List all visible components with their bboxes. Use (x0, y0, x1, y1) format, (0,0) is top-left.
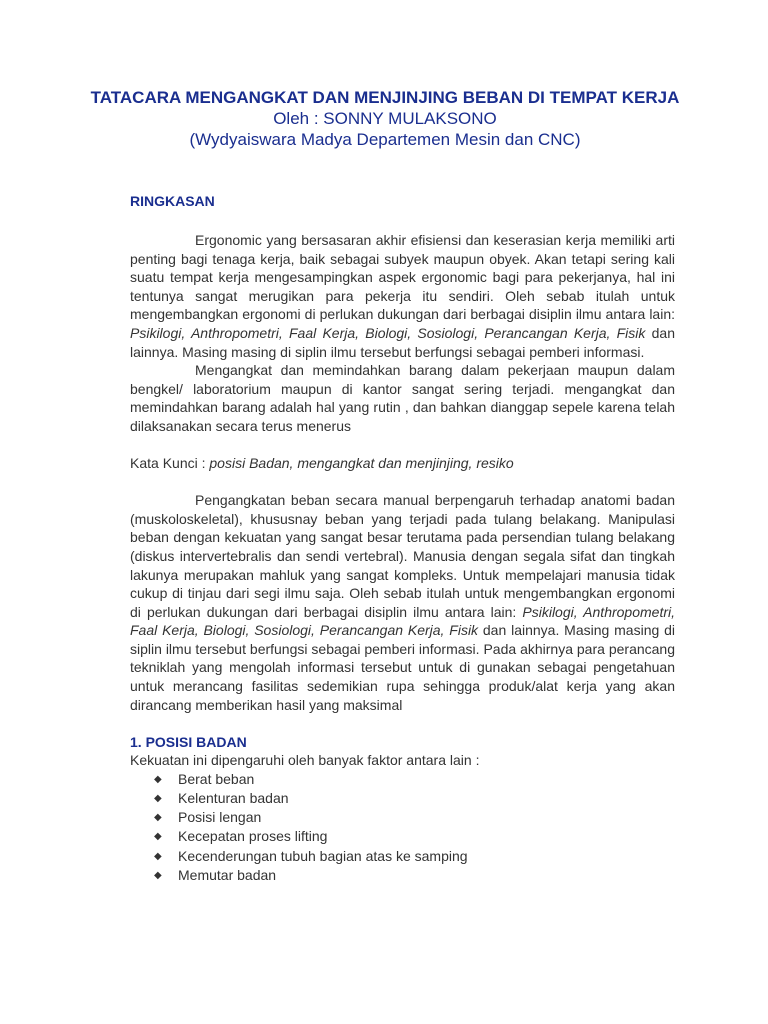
document-title: TATACARA MENGANGKAT DAN MENJINJING BEBAN DI TEMPAT KERJA (90, 88, 680, 107)
list-item (130, 770, 675, 789)
list-item-text: Kecepatan proses lifting (178, 828, 328, 845)
summary-heading: RINGKASAN (130, 193, 215, 209)
list-item-text: Berat beban (178, 770, 255, 787)
keywords-label: Kata Kunci : (130, 454, 210, 471)
intro-paragraph-tail: dan lainnya. Masing masing di siplin ilmu tersebut berfungsi sebagai pemberi informasi. Pada akhirnya para perancang tekniklah yang mengolah informasi tersebut untuk di gunakan sebagai pengetahuan untuk merancang fasilitas sedemikian rupa sehingga produk/alat kerja yang akan dirancang memberikan hasil yang maksimal (130, 622, 675, 713)
list-item-text: Memutar badan (178, 866, 277, 883)
summary-paragraph-1-disciplines: Psikilogi, Anthropometri, Faal Kerja, Biologi, Sosiologi, Perancangan Kerja, Fisik (130, 324, 646, 341)
intro-paragraph-disciplines: Psikilogi, Anthropometri, Faal Kerja, Biologi, Sosiologi, Perancangan Kerja, Fisik (130, 603, 675, 639)
list-item (130, 827, 675, 846)
diamond-bullet-icon: ◆ (154, 793, 162, 805)
diamond-bullet-icon: ◆ (154, 812, 162, 824)
keywords-value: posisi Badan, mengangkat dan menjinjing, resiko (209, 454, 514, 471)
section-1-lead: Kekuatan ini dipengaruhi oleh banyak faktor antara lain : (130, 752, 480, 769)
diamond-bullet-icon: ◆ (154, 773, 162, 785)
factor-list (130, 770, 675, 885)
list-item (130, 866, 675, 885)
section-1-heading: 1. POSISI BADAN (130, 734, 247, 751)
list-item-text: Kecenderungan tubuh bagian atas ke samping (178, 847, 468, 864)
list-item (130, 789, 675, 808)
list-item-text: Posisi lengan (178, 809, 262, 826)
intro-paragraph (130, 491, 675, 714)
document-body (130, 192, 675, 885)
title-block (90, 88, 680, 150)
diamond-bullet-icon: ◆ (154, 869, 162, 881)
list-item (130, 808, 675, 827)
summary-paragraph-1-text: Ergonomic yang bersasaran akhir efisiensi dan keserasian kerja memiliki arti penting bagi tenaga kerja, baik sebagai subyek maupun obyek. Akan tetapi sering kali suatu tempat kerja mengesampingkan aspek ergonomic bagi para pekerjanya, hal ini tentunya sangat merugikan para pekerja itu sendiri. Oleh sebab itulah untuk mengembangkan ergonomi di perlukan dukungan dari berbagai disiplin ilmu antara lain: (130, 232, 675, 323)
list-item (130, 847, 675, 866)
affiliation-line: (Wydyaiswara Madya Departemen Mesin dan CNC) (189, 130, 581, 149)
summary-paragraph-2: Mengangkat dan memindahkan barang dalam pekerjaan maupun dalam bengkel/ laboratorium maupun di kantor sangat sering terjadi. mengangkat dan memindahkan barang adalah hal yang rutin , dan bahkan dianggap sepele karena telah dilaksanakan secara terus menerus (130, 362, 675, 434)
summary-paragraph-1-tail: dan lainnya. Masing masing di siplin ilmu tersebut berfungsi sebagai pemberi informasi. (130, 324, 675, 360)
keywords-line (130, 454, 675, 473)
summary-paragraph-1 (130, 231, 675, 361)
author-line: Oleh : SONNY MULAKSONO (273, 109, 497, 128)
diamond-bullet-icon: ◆ (154, 831, 162, 843)
diamond-bullet-icon: ◆ (154, 850, 162, 862)
intro-paragraph-text: Pengangkatan beban secara manual berpengaruh terhadap anatomi badan (muskoloskeletal), khususnay beban yang terjadi pada tulang belakang. Manipulasi beban dengan kekuatan yang sangat besar terutama pada persendian tulang belakang (diskus intervertebralis dan sendi vertebral). Manusia dengan segala sifat dan tingkah lakunya merupakan mahluk yang sangat kompleks. Untuk mempelajari manusia tidak cukup di tinjau dari segi ilmu saja. Oleh sebab itulah untuk mengembangkan ergonomi di perlukan dukungan dari berbagai disiplin ilmu antara lain: (130, 492, 675, 620)
list-item-text: Kelenturan badan (178, 790, 289, 807)
